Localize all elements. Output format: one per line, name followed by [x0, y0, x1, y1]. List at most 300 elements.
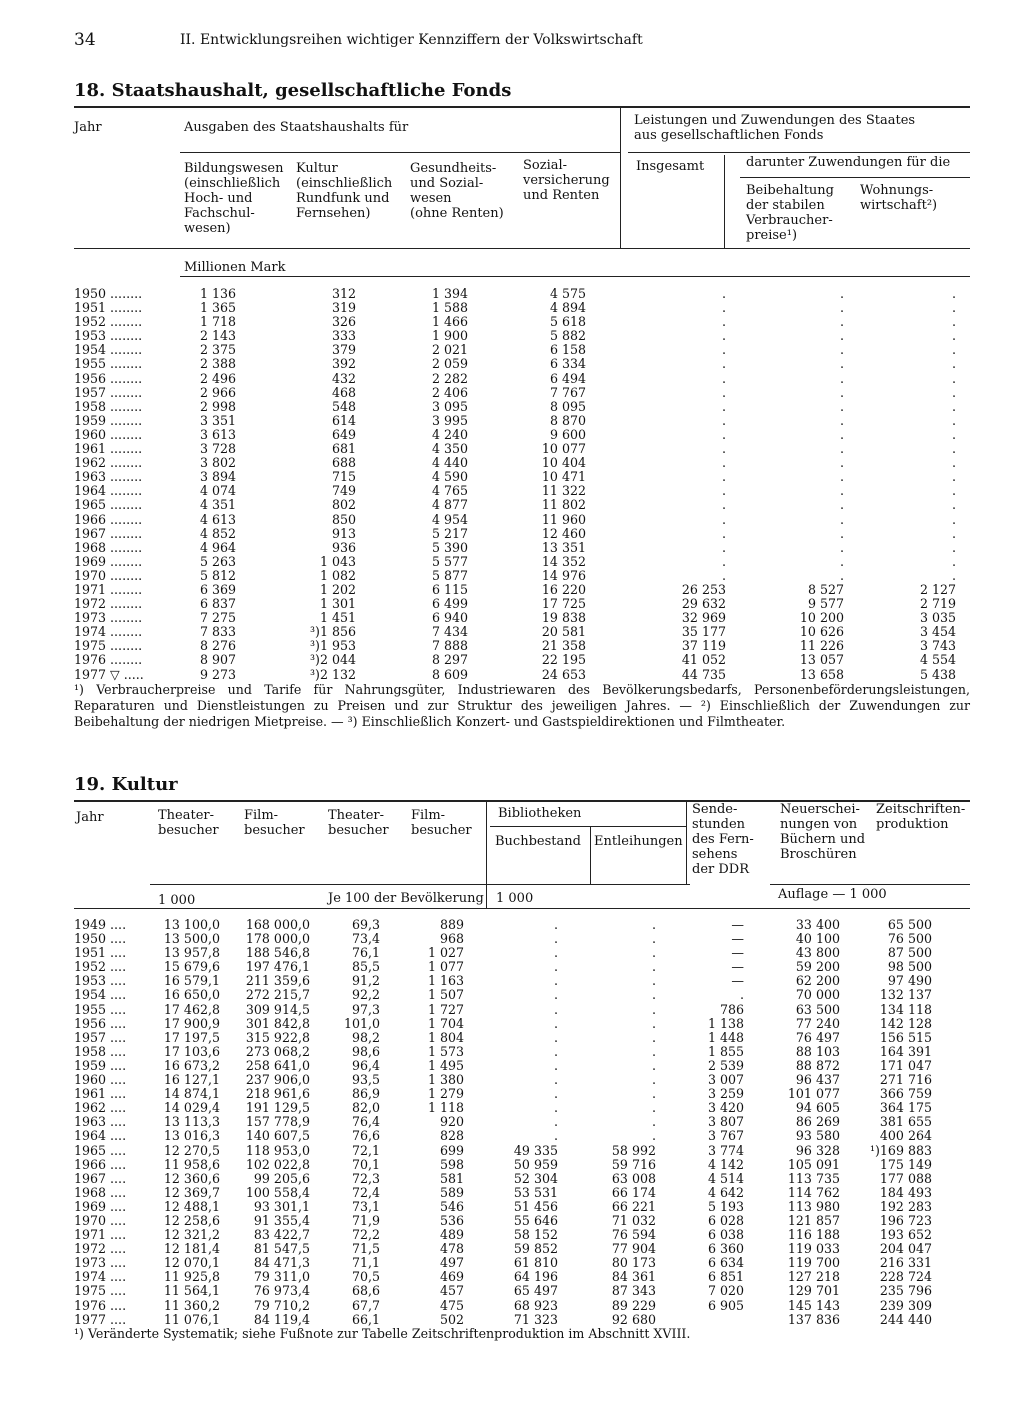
table-cell: —	[731, 959, 744, 975]
table-cell: 184 493	[879, 1184, 932, 1200]
table-row	[74, 988, 932, 1002]
table-row	[74, 386, 956, 400]
row-year: 1960 ....	[74, 1072, 127, 1088]
table-row	[74, 597, 956, 611]
row-year: 1965 ........	[74, 497, 143, 513]
table-cell: 164 391	[879, 1043, 932, 1059]
table-cell: 333	[331, 328, 356, 344]
table-cell: .	[839, 300, 844, 316]
table-cell: 12 070,1	[163, 1255, 220, 1271]
table-cell: 4 765	[431, 483, 468, 499]
table-cell: .	[721, 469, 726, 485]
table-cell: ³)2 132	[309, 666, 356, 682]
row-year: 1963 ....	[74, 1114, 127, 1130]
header-unit-auflage: Auflage — 1 000	[778, 887, 887, 902]
table-cell: 581	[439, 1170, 464, 1186]
table-cell: .	[839, 525, 844, 541]
row-year: 1977 ....	[74, 1311, 127, 1327]
table-cell: 93,5	[351, 1072, 380, 1088]
table-cell: 76,1	[351, 945, 380, 961]
table-cell: 15 679,6	[163, 959, 220, 975]
table-cell: 171 047	[879, 1057, 932, 1073]
header-leistungen: Leistungen und Zuwendungen des Staates aus gesellschaftlichen Fonds	[634, 113, 916, 143]
table-19-title: 19. Kultur	[74, 774, 178, 795]
table-row	[74, 569, 956, 583]
table-cell: .	[553, 959, 558, 975]
table-cell: 5 882	[549, 328, 586, 344]
table-row	[74, 442, 956, 456]
header-jahr: Jahr	[74, 120, 102, 135]
table-cell: ³)1 953	[309, 638, 356, 654]
table-cell: 1 163	[427, 973, 464, 989]
table-cell: .	[651, 1043, 656, 1059]
table-cell: 63 500	[795, 1001, 840, 1017]
table-cell: 11 360,2	[163, 1297, 220, 1313]
header-sende: Sende- stunden des Fern- sehens der DDR	[692, 802, 754, 877]
table-cell: .	[721, 398, 726, 414]
table-18-data	[74, 287, 956, 682]
table-cell: 13 100,0	[163, 917, 220, 932]
table-cell: 58 992	[611, 1142, 656, 1158]
table-cell: 3 095	[431, 398, 468, 414]
table-row	[74, 1045, 932, 1059]
table-cell: 96,4	[351, 1057, 380, 1073]
table-cell: 5 877	[431, 567, 468, 583]
table-row	[74, 668, 956, 682]
table-cell: 76 973,4	[253, 1283, 310, 1299]
header-bildung: Bildungswesen (einschließlich Hoch- und Fachschul- wesen)	[184, 161, 284, 236]
table-cell: 134 118	[879, 1001, 932, 1017]
table-cell: 6 940	[431, 610, 468, 626]
table-cell: .	[721, 328, 726, 344]
row-year: 1973 ........	[74, 610, 143, 626]
table-cell: 536	[439, 1212, 464, 1228]
table-cell: .	[951, 525, 956, 541]
table-cell: 49 335	[513, 1142, 558, 1158]
table-cell: 699	[439, 1142, 464, 1158]
row-year: 1950 ....	[74, 931, 127, 947]
table-cell: 59 200	[795, 959, 840, 975]
table-cell: 62 200	[795, 973, 840, 989]
table-cell: —	[731, 931, 744, 947]
table-cell: 1 394	[431, 286, 468, 301]
row-year: 1958 ........	[74, 398, 143, 414]
table-cell: 1 507	[427, 987, 464, 1003]
table-cell: 175 149	[879, 1156, 932, 1172]
table-cell: 16 220	[541, 581, 586, 597]
table-cell: 1 118	[427, 1100, 464, 1116]
table-cell: .	[739, 987, 744, 1003]
table-cell: 589	[439, 1184, 464, 1200]
table-cell: 1 448	[707, 1029, 744, 1045]
table-cell: 239 309	[879, 1297, 932, 1313]
table-cell: 244 440	[879, 1311, 932, 1327]
table-cell: 6 038	[707, 1227, 744, 1243]
table-cell: 2 388	[199, 356, 236, 372]
table-cell: 392	[331, 356, 356, 372]
table-cell: 71,5	[351, 1241, 380, 1257]
table-cell: 77 240	[795, 1015, 840, 1031]
table-cell: 468	[331, 384, 356, 400]
table-row	[74, 1270, 932, 1284]
table-cell: 188 546,8	[245, 945, 310, 961]
table-cell: 4 852	[199, 525, 236, 541]
table-cell: 101,0	[343, 1015, 380, 1031]
table-cell: 11 226	[799, 638, 844, 654]
table-cell: .	[839, 553, 844, 569]
table-cell: 2 719	[919, 596, 956, 612]
table-cell: 4 954	[431, 511, 468, 527]
header-unit-je100: Je 100 der Bevölkerung	[328, 891, 484, 906]
table-cell: 76 497	[795, 1029, 840, 1045]
rule	[740, 177, 970, 178]
table-cell: 97 490	[887, 973, 932, 989]
table-cell: 77 904	[611, 1241, 656, 1257]
table-cell: .	[839, 286, 844, 301]
table-cell: 1 451	[319, 610, 356, 626]
table-cell: —	[731, 945, 744, 961]
table-cell: 3 454	[919, 624, 956, 640]
table-cell: 121 857	[787, 1212, 840, 1228]
table-cell: .	[721, 286, 726, 301]
header-jahr: Jahr	[76, 810, 104, 825]
table-cell: 301 842,8	[245, 1015, 310, 1031]
table-cell: 129 701	[787, 1283, 840, 1299]
table-cell: 81 547,5	[253, 1241, 310, 1257]
table-cell: 1 082	[319, 567, 356, 583]
table-cell: .	[553, 1029, 558, 1045]
table-cell: 5 390	[431, 539, 468, 555]
table-cell: 63 008	[611, 1170, 656, 1186]
table-cell: 65 497	[513, 1283, 558, 1299]
row-year: 1955 ........	[74, 356, 143, 372]
table-cell: 17 900,9	[163, 1015, 220, 1031]
table-cell: .	[951, 441, 956, 457]
table-cell: 76 500	[887, 931, 932, 947]
table-row	[74, 1115, 932, 1129]
table-cell: .	[951, 455, 956, 471]
row-year: 1975 ....	[74, 1283, 127, 1299]
row-year: 1972 ....	[74, 1241, 127, 1257]
table-cell: 58 152	[513, 1227, 558, 1243]
table-row	[74, 343, 956, 357]
table-cell: 72,1	[351, 1142, 380, 1158]
table-cell: 13 057	[799, 652, 844, 668]
table-cell: .	[721, 553, 726, 569]
table-cell: 13 113,3	[163, 1114, 220, 1130]
table-cell: 89 229	[611, 1297, 656, 1313]
row-year: 1972 ........	[74, 596, 143, 612]
table-cell: 102 022,8	[245, 1156, 310, 1172]
table-cell: 312	[331, 286, 356, 301]
table-cell: 73,1	[351, 1198, 380, 1214]
table-cell: 156 515	[879, 1029, 932, 1045]
table-row	[74, 1242, 932, 1256]
table-cell: 8 095	[549, 398, 586, 414]
rule	[180, 276, 970, 277]
table-cell: .	[951, 426, 956, 442]
table-cell: 216 331	[879, 1255, 932, 1271]
table-cell: 598	[439, 1156, 464, 1172]
row-year: 1970 ....	[74, 1212, 127, 1228]
table-cell: 98,6	[351, 1043, 380, 1059]
table-cell: 13 016,3	[163, 1128, 220, 1144]
table-cell	[656, 1313, 744, 1327]
table-row	[74, 932, 932, 946]
table-cell: 828	[439, 1128, 464, 1144]
table-row	[74, 1284, 932, 1298]
table-cell: 13 351	[541, 539, 586, 555]
table-cell: 11 076,1	[163, 1311, 220, 1327]
table-cell: 17 725	[541, 596, 586, 612]
table-cell: 913	[331, 525, 356, 541]
table-cell: 50 959	[513, 1156, 558, 1172]
table-cell: 7 888	[431, 638, 468, 654]
table-cell: 5 263	[199, 553, 236, 569]
table-cell: 87 500	[887, 945, 932, 961]
table-row	[74, 1059, 932, 1073]
row-year: 1954 ........	[74, 342, 143, 358]
table-cell: 96 328	[795, 1142, 840, 1158]
table-cell: 4 074	[199, 483, 236, 499]
header-beibehaltung: Beibehaltung der stabilen Verbraucher- preise¹)	[746, 183, 834, 243]
table-cell: .	[651, 1001, 656, 1017]
table-cell: .	[839, 356, 844, 372]
table-cell: 364 175	[879, 1100, 932, 1116]
table-cell: 69,3	[351, 917, 380, 932]
table-cell: 193 652	[879, 1227, 932, 1243]
table-cell: .	[553, 1072, 558, 1088]
table-cell: 68 923	[513, 1297, 558, 1313]
table-cell: 4 350	[431, 441, 468, 457]
table-cell: 118 953,0	[245, 1142, 310, 1158]
table-row	[74, 1003, 932, 1017]
table-cell: .	[721, 455, 726, 471]
table-cell: .	[839, 384, 844, 400]
table-cell: 12 181,4	[163, 1241, 220, 1257]
table-row	[74, 414, 956, 428]
table-cell: 6 494	[549, 370, 586, 386]
table-row	[74, 1299, 932, 1313]
table-19-data	[74, 918, 932, 1327]
table-row	[74, 974, 932, 988]
table-cell: .	[721, 483, 726, 499]
rule	[590, 826, 591, 884]
table-cell: 3 035	[919, 610, 956, 626]
table-cell: 13 957,8	[163, 945, 220, 961]
table-cell: 2 282	[431, 370, 468, 386]
table-cell: 35 177	[681, 624, 726, 640]
table-cell: 116 188	[787, 1227, 840, 1243]
table-cell: 93 301,1	[253, 1198, 310, 1214]
table-cell: 9 577	[807, 596, 844, 612]
table-row	[74, 1172, 932, 1186]
table-cell: 67,7	[351, 1297, 380, 1313]
table-cell: 6 851	[707, 1269, 744, 1285]
row-year: 1957 ....	[74, 1029, 127, 1045]
header-film-rel: Film- besucher	[411, 808, 472, 838]
table-cell: 1 727	[427, 1001, 464, 1017]
table-cell: 177 088	[879, 1170, 932, 1186]
table-cell: 71,9	[351, 1212, 380, 1228]
table-cell: 17 462,8	[163, 1001, 220, 1017]
table-cell: 309 914,5	[245, 1001, 310, 1017]
table-cell: .	[651, 1029, 656, 1045]
table-cell: .	[553, 1043, 558, 1059]
table-cell: .	[839, 412, 844, 428]
table-cell: 43 800	[795, 945, 840, 961]
table-cell: .	[553, 987, 558, 1003]
table-cell: 3 767	[707, 1128, 744, 1144]
table-cell: 6 334	[549, 356, 586, 372]
header-unit-1000: 1 000	[158, 893, 196, 908]
row-year: 1975 ........	[74, 638, 143, 654]
row-year: 1974 ........	[74, 624, 143, 640]
rule	[180, 152, 620, 153]
table-row	[74, 315, 956, 329]
table-cell: 92,2	[351, 987, 380, 1003]
table-cell: .	[651, 931, 656, 947]
table-cell: .	[839, 342, 844, 358]
table-cell: 9 600	[549, 426, 586, 442]
table-cell: 3 259	[707, 1086, 744, 1102]
table-cell: 145 143	[787, 1297, 840, 1313]
table-row	[74, 960, 932, 974]
table-cell: 14 029,4	[163, 1100, 220, 1116]
table-cell: .	[839, 455, 844, 471]
table-cell: —	[731, 973, 744, 989]
table-cell: 12 460	[541, 525, 586, 541]
table-cell: 72,4	[351, 1184, 380, 1200]
row-year: 1974 ....	[74, 1269, 127, 1285]
table-cell: .	[553, 1015, 558, 1031]
table-cell: 71 032	[611, 1212, 656, 1228]
table-cell: 936	[331, 539, 356, 555]
table-row	[74, 357, 956, 371]
table-row	[74, 1186, 932, 1200]
rule	[770, 884, 970, 885]
row-year: 1957 ........	[74, 384, 143, 400]
table-cell: .	[839, 483, 844, 499]
table-cell: .	[951, 398, 956, 414]
table-cell: .	[839, 497, 844, 513]
table-cell: 204 047	[879, 1241, 932, 1257]
table-cell: 85,5	[351, 959, 380, 975]
row-year: 1959 ....	[74, 1057, 127, 1073]
table-cell: .	[651, 917, 656, 932]
table-cell: .	[839, 426, 844, 442]
table-19-footnote: ¹) Veränderte Systematik; siehe Fußnote zur Tabelle Zeitschriftenproduktion im Abschnitt XVIII.	[74, 1326, 691, 1341]
running-head: II. Entwicklungsreihen wichtiger Kennziffern der Volkswirtschaft	[180, 32, 643, 48]
table-row	[74, 1200, 932, 1214]
row-year: 1966 ........	[74, 511, 143, 527]
table-cell: ³)2 044	[309, 652, 356, 668]
table-row	[74, 301, 956, 315]
row-year: 1977 ▽ .....	[74, 666, 144, 682]
table-cell: ¹)169 883	[869, 1142, 932, 1158]
table-cell: 211 359,6	[245, 973, 310, 989]
table-cell: 889	[439, 917, 464, 932]
table-row	[74, 287, 956, 301]
table-cell: 258 641,0	[245, 1057, 310, 1073]
table-cell: 315 922,8	[245, 1029, 310, 1045]
table-cell: 1 466	[431, 314, 468, 330]
row-year: 1956 ....	[74, 1015, 127, 1031]
row-year: 1960 ........	[74, 426, 143, 442]
table-cell: 55 646	[513, 1212, 558, 1228]
table-cell: .	[951, 356, 956, 372]
table-cell: 272 215,7	[245, 987, 310, 1003]
header-insgesamt: Insgesamt	[636, 159, 705, 174]
table-cell: .	[839, 370, 844, 386]
table-row	[74, 1228, 932, 1242]
table-cell: 1 495	[427, 1057, 464, 1073]
table-cell: 715	[331, 469, 356, 485]
header-darunter: darunter Zuwendungen für die	[746, 155, 951, 170]
row-year: 1968 ....	[74, 1184, 127, 1200]
table-cell: .	[553, 973, 558, 989]
table-cell: .	[839, 441, 844, 457]
table-cell: .	[951, 314, 956, 330]
table-cell: .	[721, 370, 726, 386]
row-year: 1965 ....	[74, 1142, 127, 1158]
table-cell: .	[553, 917, 558, 932]
table-row	[74, 541, 956, 555]
table-cell: 80 173	[611, 1255, 656, 1271]
table-cell: 12 488,1	[163, 1198, 220, 1214]
rule	[620, 108, 621, 248]
table-cell: 53 531	[513, 1184, 558, 1200]
header-gesundheit: Gesundheits- und Sozial- wesen (ohne Renten)	[410, 161, 504, 221]
table-row	[74, 1158, 932, 1172]
table-cell: 168 000,0	[245, 917, 310, 932]
table-cell: 72,2	[351, 1227, 380, 1243]
table-cell: 688	[331, 455, 356, 471]
table-cell: 3 894	[199, 469, 236, 485]
table-cell: .	[721, 314, 726, 330]
table-cell: 5 193	[707, 1198, 744, 1214]
table-cell: 497	[439, 1255, 464, 1271]
table-row	[74, 611, 956, 625]
header-kultur: Kultur (einschließlich Rundfunk und Fernsehen)	[296, 161, 393, 221]
table-row	[74, 1214, 932, 1228]
table-cell: 11 960	[541, 511, 586, 527]
rule	[150, 884, 690, 885]
table-cell: .	[651, 987, 656, 1003]
table-cell: 87 343	[611, 1283, 656, 1299]
table-cell: 100 558,4	[245, 1184, 310, 1200]
table-row	[74, 1129, 932, 1143]
table-cell: 20 581	[541, 624, 586, 640]
row-year: 1949 ....	[74, 917, 127, 932]
table-cell: .	[839, 567, 844, 583]
row-year: 1951 ....	[74, 945, 127, 961]
table-cell: 6 905	[707, 1297, 744, 1313]
table-cell: .	[553, 1001, 558, 1017]
table-cell: 802	[331, 497, 356, 513]
table-cell: 22 195	[541, 652, 586, 668]
header-wohnung: Wohnungs- wirtschaft²)	[860, 183, 938, 213]
row-year: 1961 ....	[74, 1086, 127, 1102]
row-year: 1955 ....	[74, 1001, 127, 1017]
row-year: 1976 ....	[74, 1297, 127, 1313]
table-cell: 73,4	[351, 931, 380, 947]
table-cell: 132 137	[879, 987, 932, 1003]
header-theater-rel: Theater- besucher	[328, 808, 389, 838]
table-cell: .	[951, 567, 956, 583]
table-cell: .	[651, 1015, 656, 1031]
table-cell: 228 724	[879, 1269, 932, 1285]
